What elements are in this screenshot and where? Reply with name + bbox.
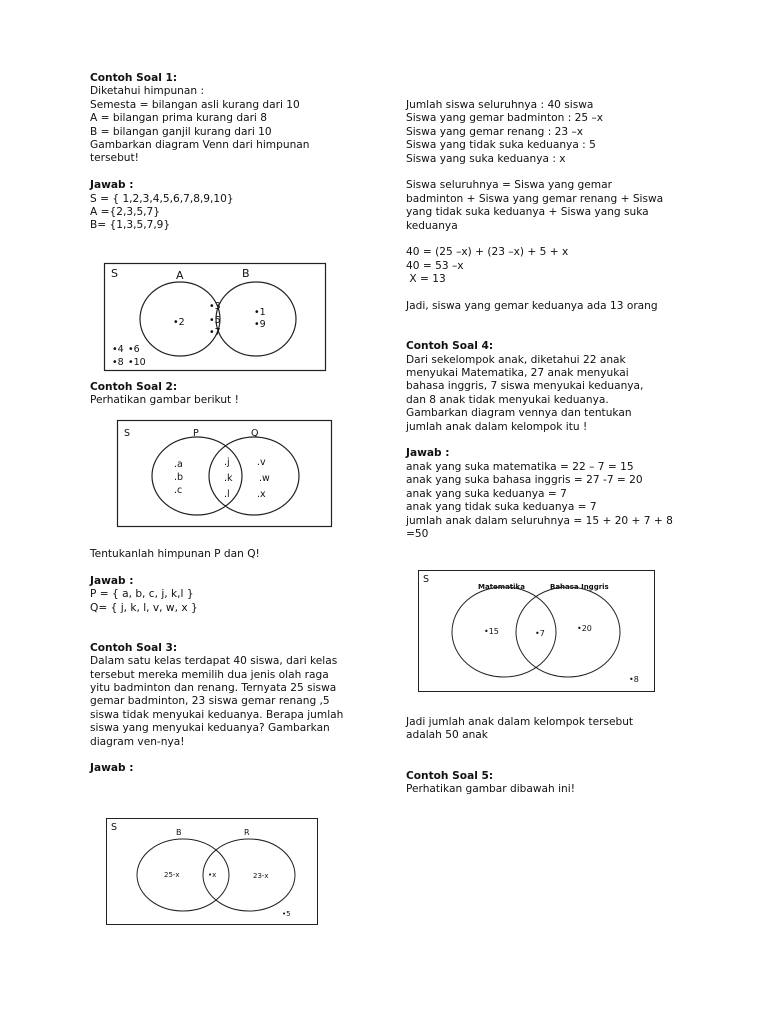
- venn-diagram-soal4: [418, 570, 655, 692]
- soal5-line: Perhatikan gambar dibawah ini!: [406, 783, 575, 795]
- set-a-label: A: [176, 269, 184, 282]
- soal3-line: yitu badminton dan renang. Ternyata 25 siswa: [90, 682, 337, 695]
- soal1-jawab-line: S = { 1,2,3,4,5,6,7,8,9,10}: [90, 192, 234, 205]
- universe-label: S: [423, 574, 430, 585]
- element: 23-x: [253, 872, 269, 880]
- soal2-question: Tentukanlah himpunan P dan Q!: [90, 548, 260, 560]
- element: •x: [208, 871, 217, 879]
- soal1-line: B = bilangan ganjil kurang dari 10: [90, 125, 272, 138]
- soal3-line: siswa yang menyukai keduanya? Gambarkan: [90, 722, 330, 735]
- soal4-line: Gambarkan diagram vennya dan tentukan: [406, 407, 632, 420]
- element: .b: [174, 472, 184, 483]
- soal3-answer-line: Jumlah siswa seluruhnya : 40 siswa: [406, 99, 594, 111]
- soal3-jawab-heading: Jawab :: [90, 762, 134, 775]
- element: •8: [629, 675, 639, 684]
- element: .w: [259, 473, 270, 484]
- set-b-label: Bahasa Inggris: [550, 583, 609, 591]
- soal2-jawab-heading: Jawab :: [90, 574, 134, 587]
- soal2-answer-block: [90, 548, 380, 776]
- soal4-jawab-line: jumlah anak dalam seluruhnya = 15 + 20 + 7 + 8: [406, 514, 673, 527]
- element: •9: [254, 319, 266, 330]
- soal4-heading: Contoh Soal 4:: [406, 340, 494, 353]
- soal2-block: [90, 381, 380, 408]
- element: •3: [209, 301, 221, 312]
- element: •10: [128, 357, 146, 368]
- element: •20: [577, 624, 592, 633]
- element: •6: [128, 344, 140, 355]
- soal4-jawab-line: anak yang suka matematika = 22 – 7 = 15: [406, 460, 634, 473]
- soal1-jawab-line: A ={2,3,5,7}: [90, 206, 161, 219]
- venn-diagram-soal3: [106, 818, 318, 925]
- universe-label: S: [124, 428, 131, 439]
- element: •8: [112, 357, 124, 368]
- element: •5: [282, 910, 291, 918]
- soal4-conclusion-line: adalah 50 anak: [406, 729, 488, 742]
- soal3-equation: X = 13: [406, 273, 446, 286]
- soal3-answer-line: Siswa yang suka keduanya : x: [406, 152, 566, 165]
- set-a-label: Matematika: [478, 583, 525, 591]
- soal4-jawab-line: anak yang suka bahasa inggris = 27 -7 = 20: [406, 474, 643, 487]
- element: .x: [257, 489, 266, 500]
- soal4-line: jumlah anak dalam kelompok itu !: [406, 420, 588, 433]
- venn-diagram-soal1: [104, 263, 326, 371]
- element: •15: [484, 627, 499, 636]
- element: 25-x: [164, 871, 180, 879]
- left-column: [90, 72, 380, 233]
- right-column: [406, 99, 706, 541]
- soal1-line: Semesta = bilangan asli kurang dari 10: [90, 98, 300, 111]
- soal3-answer-line: yang tidak suka keduanya + Siswa yang suka: [406, 206, 649, 219]
- soal1-line: A = bilangan prima kurang dari 8: [90, 112, 267, 125]
- right-column-bottom: [406, 716, 706, 796]
- set-b-label: Q: [251, 428, 259, 439]
- element: .j: [224, 457, 230, 468]
- set-r-circle: [203, 839, 295, 911]
- soal3-equation: 40 = (25 –x) + (23 –x) + 5 + x: [406, 246, 569, 259]
- element: •2: [173, 317, 185, 328]
- soal2-heading: Contoh Soal 2:: [90, 381, 178, 393]
- soal4-conclusion-line: Jadi jumlah anak dalam kelompok tersebut: [406, 716, 634, 728]
- soal3-answer-line: badminton + Siswa yang gemar renang + Siswa: [406, 192, 664, 205]
- element: .l: [224, 489, 230, 500]
- element: •1: [254, 307, 266, 318]
- set-b-label: R: [244, 828, 250, 837]
- universe-label: S: [111, 267, 118, 280]
- soal4-jawab-line: anak yang suka keduanya = 7: [406, 487, 567, 500]
- soal1-line: tersebut!: [90, 152, 139, 165]
- element: •5: [209, 315, 221, 326]
- soal3-line: diagram ven-nya!: [90, 735, 185, 748]
- element: •7: [209, 327, 221, 338]
- soal2-jawab-line: Q= { j, k, l, v, w, x }: [90, 601, 198, 614]
- soal4-jawab-line: anak yang tidak suka keduanya = 7: [406, 501, 597, 514]
- soal1-line: Gambarkan diagram Venn dari himpunan: [90, 139, 310, 152]
- set-a-label: B: [176, 828, 182, 837]
- set-b-label: B: [242, 267, 250, 280]
- soal4-jawab-line: =50: [406, 527, 429, 540]
- element: .a: [174, 459, 183, 470]
- set-a-label: P: [193, 428, 199, 439]
- soal2-line: Perhatikan gambar berikut !: [90, 394, 239, 407]
- soal4-jawab-heading: Jawab :: [406, 447, 450, 460]
- soal3-line: siswa tidak menyukai keduanya. Berapa jumlah: [90, 708, 344, 721]
- soal5-heading: Contoh Soal 5:: [406, 769, 494, 782]
- soal3-line: gemar badminton, 23 siswa gemar renang ,5: [90, 695, 330, 708]
- soal3-answer-line: Siswa yang gemar renang : 23 –x: [406, 125, 584, 138]
- soal4-line: dan 8 anak tidak menyukai keduanya.: [406, 393, 609, 406]
- soal3-answer-line: Siswa yang gemar badminton : 25 –x: [406, 112, 604, 125]
- soal3-line: tersebut mereka memilih dua jenis olah raga: [90, 668, 329, 681]
- soal1-heading: Contoh Soal 1:: [90, 72, 178, 84]
- soal2-jawab-line: P = { a, b, c, j, k,l }: [90, 588, 194, 601]
- soal3-conclusion: Jadi, siswa yang gemar keduanya ada 13 orang: [406, 300, 658, 313]
- venn-diagram-soal2: [117, 420, 332, 527]
- soal1-jawab-line: B= {1,3,5,7,9}: [90, 219, 171, 232]
- soal1-line: Diketahui himpunan :: [90, 85, 205, 98]
- soal3-heading: Contoh Soal 3:: [90, 641, 178, 654]
- soal3-answer-line: keduanya: [406, 219, 458, 232]
- element: •7: [535, 629, 545, 638]
- set-q-circle: [209, 437, 299, 515]
- element: .v: [257, 457, 266, 468]
- element: .c: [174, 485, 183, 496]
- soal3-answer-line: Siswa yang tidak suka keduanya : 5: [406, 139, 596, 152]
- soal4-line: bahasa inggris, 7 siswa menyukai keduanya,: [406, 380, 644, 393]
- soal1-jawab-heading: Jawab :: [90, 179, 134, 192]
- element: .k: [224, 473, 233, 484]
- soal3-equation: 40 = 53 –x: [406, 259, 464, 272]
- set-bahasa-inggris-circle: [516, 587, 620, 677]
- element: •4: [112, 344, 124, 355]
- soal3-line: Dalam satu kelas terdapat 40 siswa, dari kelas: [90, 655, 338, 668]
- soal3-answer-line: Siswa seluruhnya = Siswa yang gemar: [406, 179, 612, 192]
- soal4-line: Dari sekelompok anak, diketahui 22 anak: [406, 353, 626, 366]
- soal4-line: menyukai Matematika, 27 anak menyukai: [406, 367, 629, 380]
- universe-label: S: [111, 822, 118, 833]
